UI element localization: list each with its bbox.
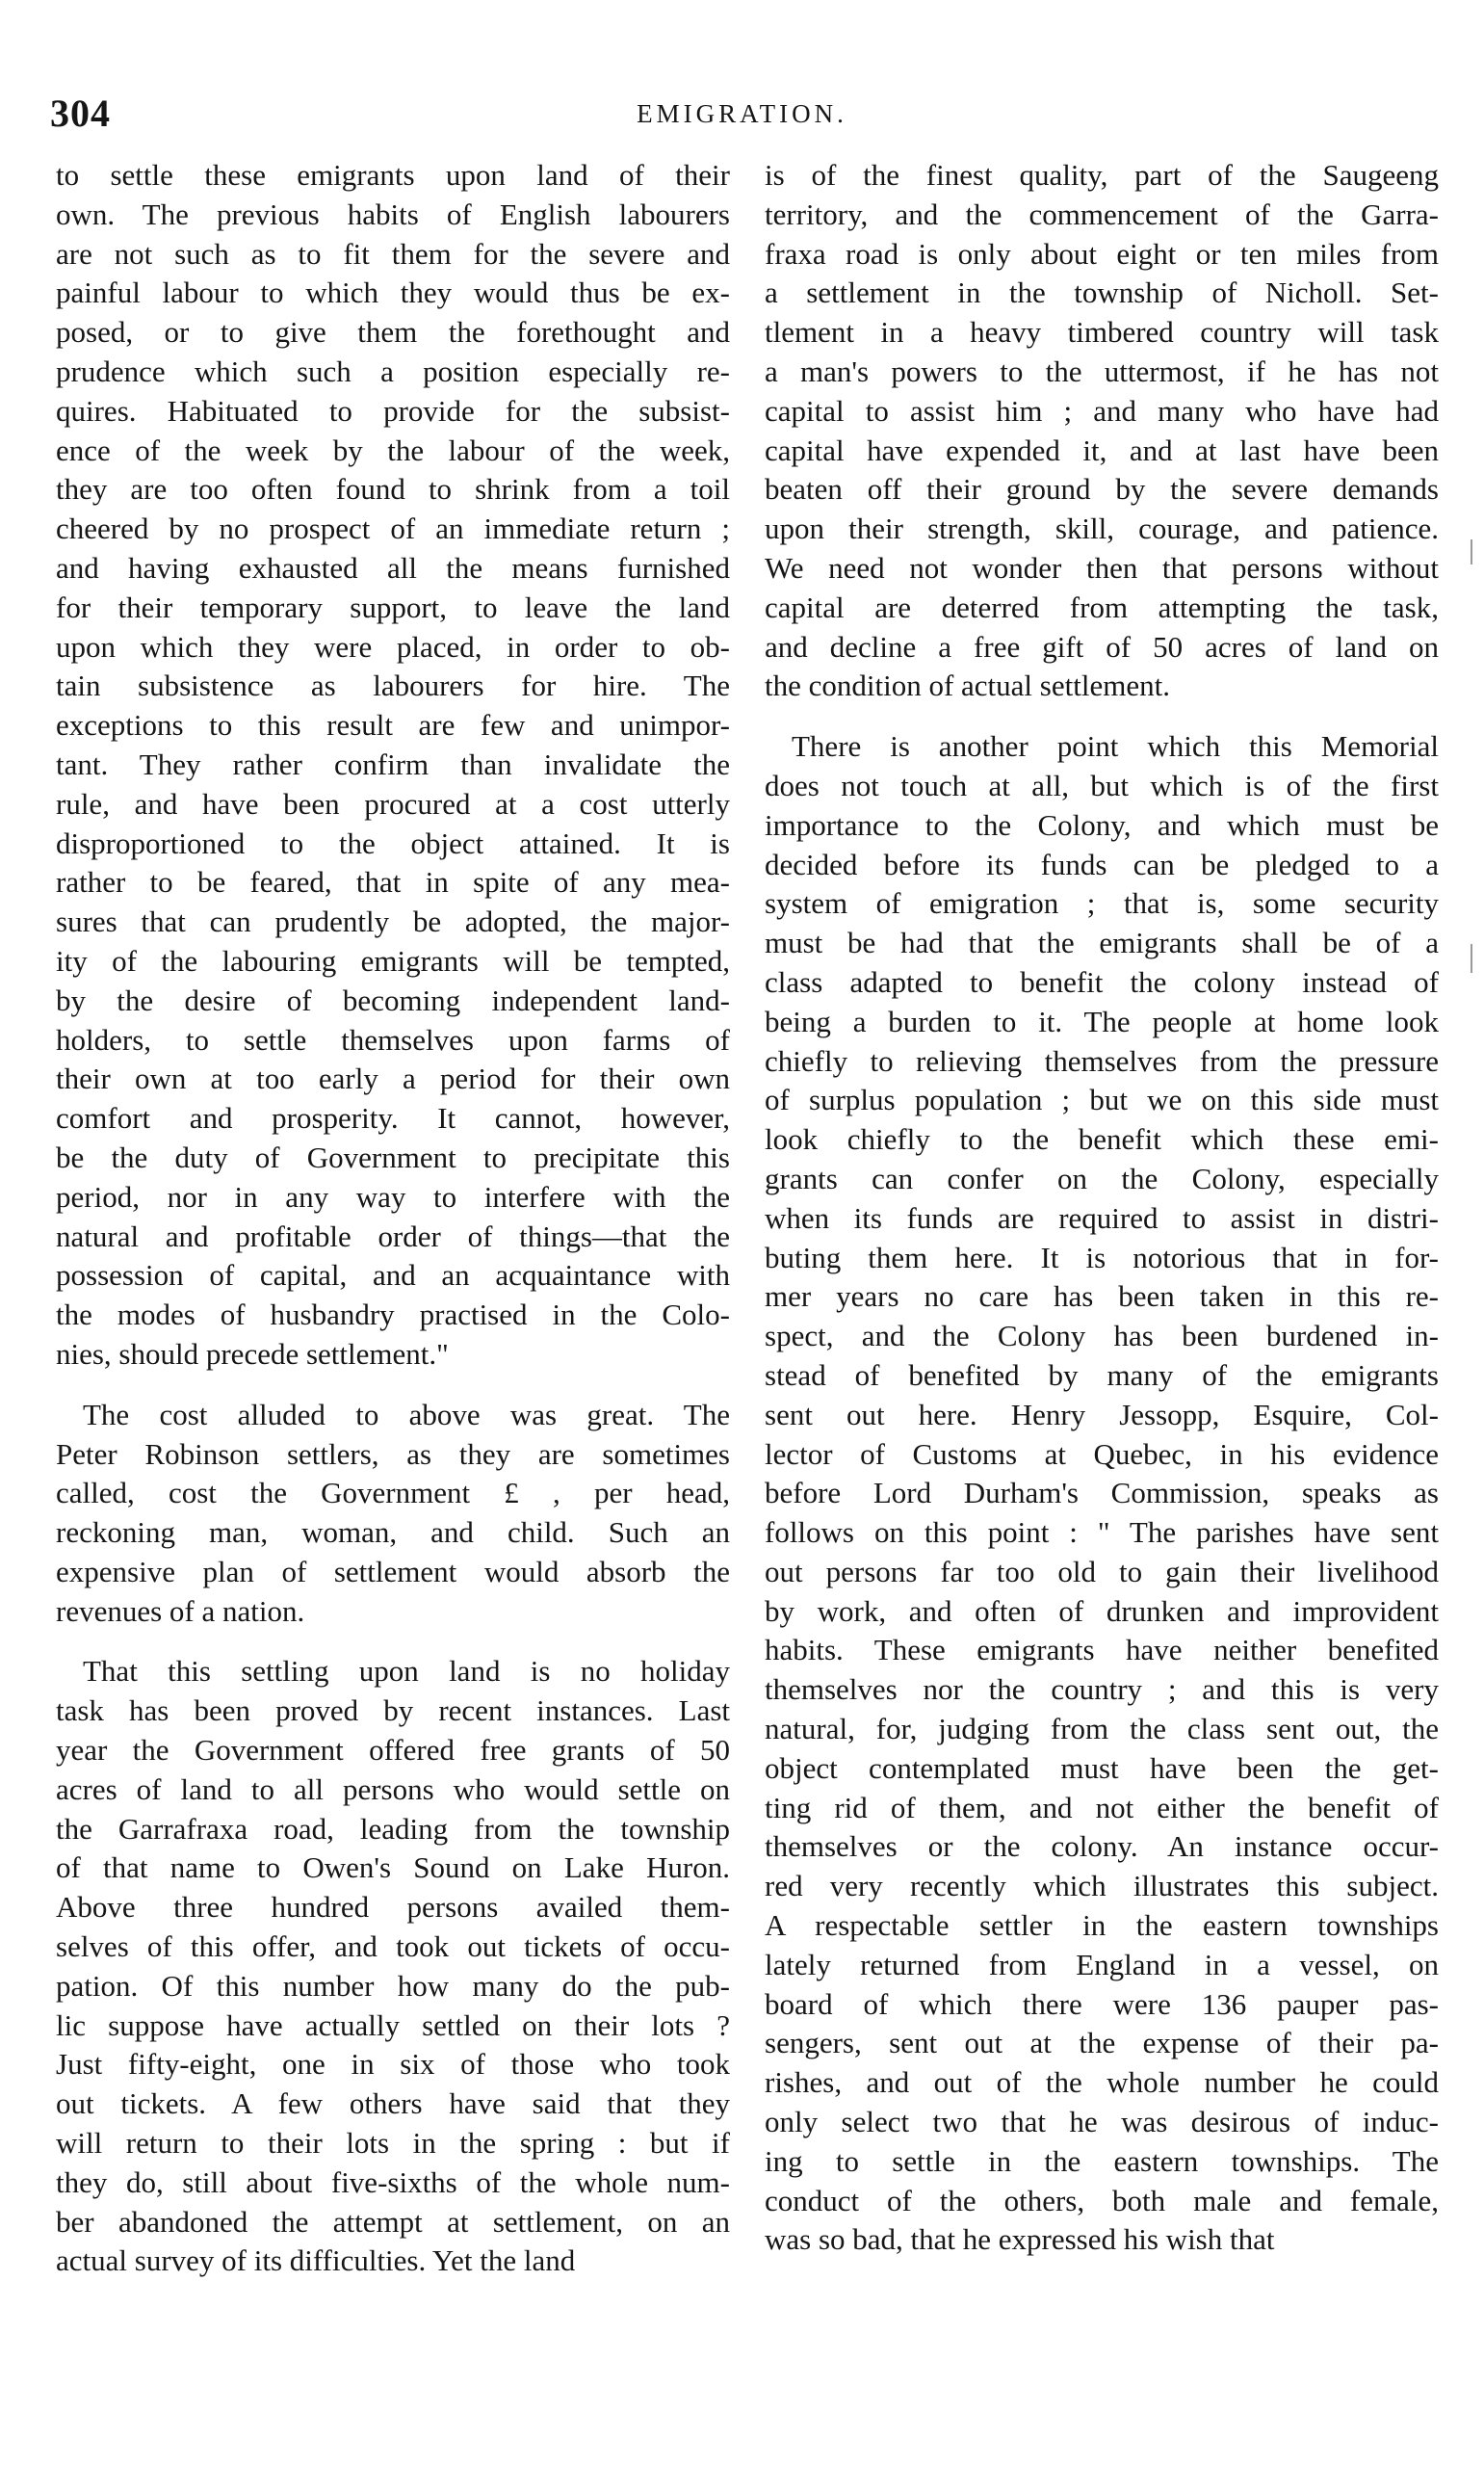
paragraph-gap xyxy=(765,706,1439,727)
text-line: There is another point which this Memorial xyxy=(792,729,1439,764)
text-line: mer years no care has been taken in this re- xyxy=(765,1279,1439,1314)
page-edge-mark xyxy=(1471,539,1472,564)
text-line: holders, to settle themselves upon farms of xyxy=(56,1022,730,1057)
text-line: spect, and the Colony has been burdened in- xyxy=(765,1319,1439,1353)
text-line: actual survey of its difficulties. Yet the land xyxy=(56,2243,576,2278)
text-line: be the duty of Government to precipitate this xyxy=(56,1140,730,1174)
text-line: follows on this point : " The parishes have sent xyxy=(765,1515,1439,1550)
text-line: by the desire of becoming independent land- xyxy=(56,983,730,1017)
text-line: sent out here. Henry Jessopp, Esquire, Col- xyxy=(765,1397,1439,1431)
text-line: Above three hundred persons availed them- xyxy=(56,1890,730,1925)
text-line: capital are deterred from attempting the task, xyxy=(765,590,1439,624)
text-line: ing to settle in the eastern townships. The xyxy=(765,2143,1439,2178)
text-line: task has been proved by recent instances. Last xyxy=(56,1693,730,1728)
text-line: rishes, and out of the whole number he could xyxy=(765,2065,1439,2100)
text-line: period, nor in any way to interfere with the xyxy=(56,1179,730,1214)
paragraph xyxy=(56,1396,730,1632)
right-column xyxy=(765,156,1439,2260)
text-line: beaten off their ground by the severe demands xyxy=(765,472,1439,507)
text-line: quires. Habituated to provide for the subsist- xyxy=(56,393,730,428)
text-line: by work, and often of drunken and improvident xyxy=(765,1593,1439,1628)
text-line: when its funds are required to assist in distri- xyxy=(765,1200,1439,1235)
text-line: natural and profitable order of things—that the xyxy=(56,1219,730,1253)
paragraph-gap xyxy=(56,1631,730,1652)
text-line: upon which they were placed, in order to ob- xyxy=(56,629,730,664)
text-line: Just fifty-eight, one in six of those who took xyxy=(56,2047,730,2082)
text-line: are not such as to fit them for the severe and xyxy=(56,236,730,271)
text-line: acres of land to all persons who would settle on xyxy=(56,1771,730,1806)
text-line: chiefly to relieving themselves from the pressure xyxy=(765,1043,1439,1078)
text-line: themselves or the colony. An instance occur- xyxy=(765,1829,1439,1864)
paragraph xyxy=(765,156,1439,706)
text-line: exceptions to this result are few and unimpor- xyxy=(56,708,730,743)
text-line: posed, or to give them the forethought and xyxy=(56,315,730,350)
text-line: they do, still about five-sixths of the whole num- xyxy=(56,2164,730,2199)
text-line: of that name to Owen's Sound on Lake Huron. xyxy=(56,1850,730,1885)
text-line: before Lord Durham's Commission, speaks as xyxy=(765,1476,1439,1510)
text-line: will return to their lots in the spring : but if xyxy=(56,2126,730,2161)
text-line: decided before its funds can be pledged to a xyxy=(765,847,1439,881)
text-line: system of emigration ; that is, some security xyxy=(765,886,1439,921)
text-line: look chiefly to the benefit which these emi- xyxy=(765,1122,1439,1157)
paragraph xyxy=(56,1652,730,2281)
text-line: disproportioned to the object attained. It is xyxy=(56,826,730,860)
text-line: expensive plan of settlement would absorb the xyxy=(56,1554,730,1588)
text-line: year the Government offered free grants of 50 xyxy=(56,1733,730,1768)
text-line: importance to the Colony, and which must be xyxy=(765,807,1439,842)
text-line: tant. They rather confirm than invalidate the xyxy=(56,747,730,781)
text-line: fraxa road is only about eight or ten miles from xyxy=(765,236,1439,271)
text-line: comfort and prosperity. It cannot, however, xyxy=(56,1101,730,1136)
running-head: EMIGRATION. xyxy=(637,99,847,128)
text-line: being a burden to it. The people at home look xyxy=(765,1004,1439,1038)
text-line: they are too often found to shrink from a toil xyxy=(56,472,730,507)
text-line: does not touch at all, but which is of the first xyxy=(765,768,1439,802)
text-line: grants can confer on the Colony, especially xyxy=(765,1161,1439,1195)
text-line: capital to assist him ; and many who have had xyxy=(765,393,1439,428)
text-line: to settle these emigrants upon land of their xyxy=(56,158,730,192)
text-line: and decline a free gift of 50 acres of land on xyxy=(765,629,1439,664)
page-number: 304 xyxy=(50,92,111,135)
text-line: stead of benefited by many of the emigrants xyxy=(765,1357,1439,1392)
text-line: was so bad, that he expressed his wish that xyxy=(765,2222,1275,2257)
text-line: reckoning man, woman, and child. Such an xyxy=(56,1515,730,1550)
text-line: the modes of husbandry practised in the Colo- xyxy=(56,1298,730,1332)
paragraph-gap xyxy=(56,1375,730,1396)
text-line: a man's powers to the uttermost, if he has not xyxy=(765,354,1439,388)
text-line: conduct of the others, both male and female, xyxy=(765,2183,1439,2217)
text-line: red very recently which illustrates this subject. xyxy=(765,1869,1439,1903)
text-line: natural, for, judging from the class sent out, the xyxy=(765,1712,1439,1746)
text-line: themselves nor the country ; and this is very xyxy=(765,1672,1439,1707)
text-line: tain subsistence as labourers for hire. The xyxy=(56,669,730,703)
text-line: lector of Customs at Quebec, in his evidence xyxy=(765,1436,1439,1471)
text-line: class adapted to benefit the colony instead of xyxy=(765,964,1439,999)
text-line: rather to be feared, that in spite of any mea- xyxy=(56,865,730,900)
text-line: Peter Robinson settlers, as they are sometimes xyxy=(56,1436,730,1471)
text-line: cheered by no prospect of an immediate return ; xyxy=(56,511,730,546)
text-line: rule, and have been procured at a cost utterly xyxy=(56,786,730,821)
paragraph xyxy=(765,727,1439,2260)
text-line: out persons far too old to gain their livelihood xyxy=(765,1554,1439,1588)
text-line: We need not wonder then that persons without xyxy=(765,550,1439,585)
text-line: pation. Of this number how many do the pub- xyxy=(56,1968,730,2003)
text-line: territory, and the commencement of the Garra- xyxy=(765,197,1439,231)
text-line: called, cost the Government £ , per head, xyxy=(56,1476,730,1510)
text-line: painful labour to which they would thus be ex- xyxy=(56,275,730,310)
text-line: capital have expended it, and at last have been xyxy=(765,433,1439,467)
page-edge-mark xyxy=(1471,944,1472,973)
text-line: only select two that he was desirous of induc- xyxy=(765,2105,1439,2139)
text-line: lic suppose have actually settled on their lots ? xyxy=(56,2007,730,2042)
paragraph xyxy=(56,156,730,1375)
text-line: That this settling upon land is no holiday xyxy=(83,1654,730,1689)
text-line: is of the finest quality, part of the Saugeeng xyxy=(765,158,1439,192)
text-line: a settlement in the township of Nicholl. Set- xyxy=(765,275,1439,310)
text-line: must be had that the emigrants shall be of a xyxy=(765,926,1439,960)
text-line: possession of capital, and an acquaintance with xyxy=(56,1258,730,1293)
text-line: selves of this offer, and took out tickets of occu- xyxy=(56,1929,730,1964)
text-line: ity of the labouring emigrants will be tempted, xyxy=(56,943,730,978)
text-line: the condition of actual settlement. xyxy=(765,669,1170,703)
text-line: object contemplated must have been the get- xyxy=(765,1750,1439,1785)
text-line: ting rid of them, and not either the benefit of xyxy=(765,1790,1439,1824)
text-line: lately returned from England in a vessel, on xyxy=(765,1947,1439,1981)
text-line: and having exhausted all the means furnished xyxy=(56,550,730,585)
text-line: buting them here. It is notorious that in for- xyxy=(765,1240,1439,1274)
text-line: prudence which such a position especially re- xyxy=(56,354,730,388)
text-line: their own at too early a period for their own xyxy=(56,1062,730,1096)
text-line: upon their strength, skill, courage, and patience. xyxy=(765,511,1439,546)
text-line: for their temporary support, to leave the land xyxy=(56,590,730,624)
text-line: habits. These emigrants have neither benefited xyxy=(765,1633,1439,1667)
text-line: sures that can prudently be adopted, the major- xyxy=(56,905,730,939)
text-line: own. The previous habits of English labourers xyxy=(56,197,730,231)
text-line: sengers, sent out at the expense of their pa- xyxy=(765,2026,1439,2060)
text-line: The cost alluded to above was great. The xyxy=(83,1397,730,1431)
text-line: revenues of a nation. xyxy=(56,1593,305,1628)
text-line: the Garrafraxa road, leading from the township xyxy=(56,1811,730,1846)
text-line: ber abandoned the attempt at settlement, on an xyxy=(56,2204,730,2239)
text-line: tlement in a heavy timbered country will task xyxy=(765,315,1439,350)
left-column xyxy=(56,156,730,2281)
text-line: ence of the week by the labour of the week, xyxy=(56,433,730,467)
text-line: of surplus population ; but we on this side must xyxy=(765,1083,1439,1117)
text-line: A respectable settler in the eastern townships xyxy=(765,1908,1439,1943)
text-line: out tickets. A few others have said that they xyxy=(56,2086,730,2121)
text-line: board of which there were 136 pauper pas- xyxy=(765,1986,1439,2021)
text-line: nies, should precede settlement." xyxy=(56,1336,449,1371)
